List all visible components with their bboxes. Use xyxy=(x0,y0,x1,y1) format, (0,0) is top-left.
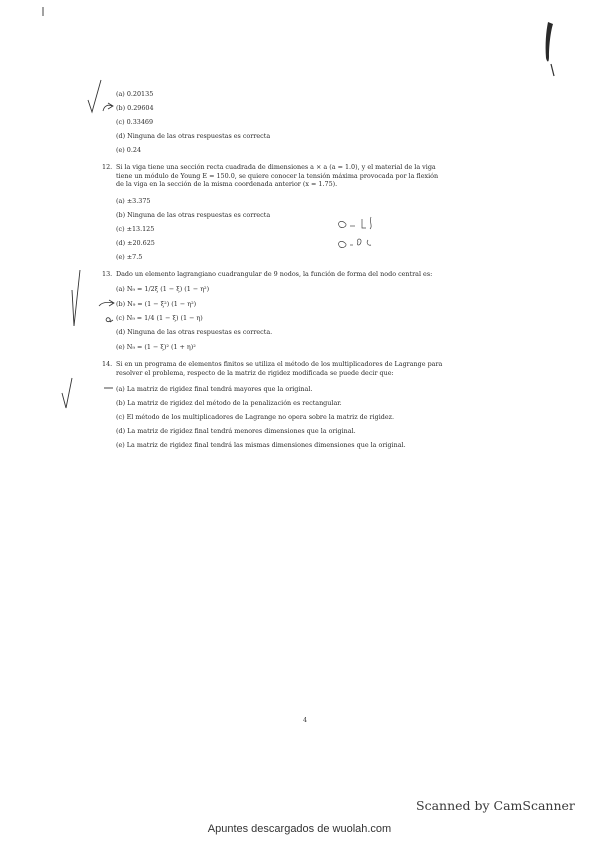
page-number: 4 xyxy=(303,716,308,724)
question-13-number: 13. xyxy=(102,270,113,278)
handwritten-mark xyxy=(106,318,113,322)
checkmark-icon xyxy=(72,270,80,326)
q11-option-e: (e) 0.24 xyxy=(116,146,142,154)
question-12-text: Si la viga tiene una sección recta cuadrada de dimensiones a × a (a = 1.0), y el material de la viga tiene un módulo de Young E = 150.0, se quiere conocer la tensión máxima provocada por la flexión de la viga en la sección de la misma coordenada anterior (x = 1.75). xyxy=(116,163,439,189)
scan-edge-artifact xyxy=(546,22,553,62)
q14-option-d: (d) La matriz de rigidez final tendrá menores dimensiones que la original. xyxy=(116,427,356,435)
q12-option-a: (a) ±3.375 xyxy=(116,197,151,205)
q11-option-a: (a) 0.20135 xyxy=(116,90,154,98)
checkmark-icon xyxy=(62,378,72,408)
footer-source: Apuntes descargados de wuolah.com xyxy=(207,823,392,835)
q14-option-c: (c) El método de los multiplicadores de Lagrange no opera sobre la matriz de rigidez. xyxy=(116,413,395,421)
checkmark-icon xyxy=(88,80,101,112)
q14-option-e: (e) La matriz de rigidez final tendrá las mismas dimensiones dimensiones que la original. xyxy=(116,441,406,449)
q12-option-b: (b) Ninguna de las otras respuestas es correcta xyxy=(116,211,271,219)
q12-option-c: (c) ±13.125 xyxy=(116,225,155,233)
q12-option-d: (d) ±20.625 xyxy=(116,239,155,247)
scan-edge-artifact xyxy=(551,64,554,76)
q13-option-b: (b) N₉ = (1 − ξ²) (1 − η²) xyxy=(116,300,197,308)
question-12-number: 12. xyxy=(102,163,113,171)
handwritten-note xyxy=(339,217,372,248)
q14-option-a: (a) La matriz de rigidez final tendrá mayores que la original. xyxy=(116,385,313,393)
q11-option-d: (d) Ninguna de las otras respuestas es correcta xyxy=(116,132,271,140)
camscanner-watermark: Scanned by CamScanner xyxy=(416,798,575,813)
q11-option-b: (b) 0.29604 xyxy=(116,104,154,112)
q12-option-e: (e) ±7.5 xyxy=(116,253,143,261)
q13-option-e: (e) N₉ = (1 − ξ)² (1 + η)² xyxy=(116,343,196,351)
arrow-icon xyxy=(99,300,114,306)
arrow-icon xyxy=(103,103,113,111)
q13-option-c: (c) N₉ = 1/4 (1 − ξ) (1 − η) xyxy=(116,314,203,322)
question-14-number: 14. xyxy=(102,360,113,368)
question-14-text: Si en un programa de elementos finitos se utiliza el método de los multiplicadores de Lagrange para resolver el problema, respecto de la matriz de rigidez modificada se puede decir que: xyxy=(116,360,443,377)
q13-option-a: (a) N₉ = 1/2ξ (1 − ξ) (1 − η²) xyxy=(116,285,210,293)
question-13-text: Dado un elemento lagrangiano cuadrangular de 9 nodos, la función de forma del nodo central es: xyxy=(116,270,433,278)
q13-option-d: (d) Ninguna de las otras respuestas es correcta. xyxy=(116,328,273,336)
q14-option-b: (b) La matriz de rigidez del método de la penalización es rectangular. xyxy=(116,399,342,407)
q11-option-c: (c) 0.33469 xyxy=(116,118,154,126)
